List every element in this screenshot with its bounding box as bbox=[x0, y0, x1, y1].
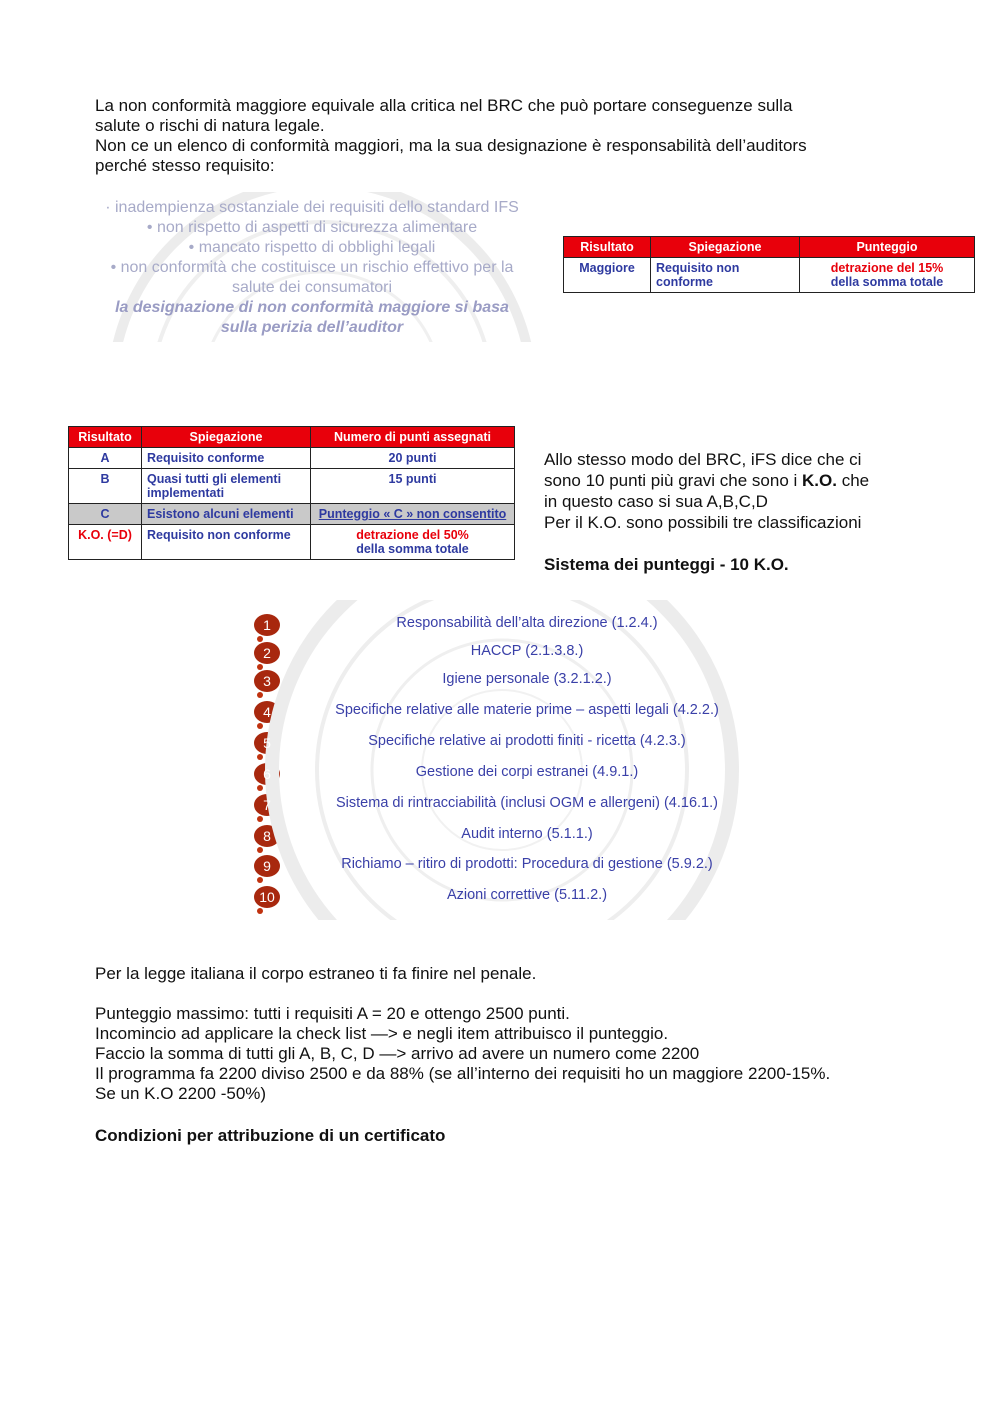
side-text-fragment: che bbox=[836, 471, 870, 490]
header-punteggio: Punteggio bbox=[800, 237, 975, 258]
cell-punti bbox=[311, 525, 515, 560]
bullet-item: · inadempienza sostanziale dei requisiti dello standard IFS bbox=[105, 199, 519, 216]
table-row bbox=[69, 504, 515, 525]
body-line: Punteggio massimo: tutti i requisiti A = 20 e ottengo 2500 punti. bbox=[95, 1004, 570, 1023]
header-spiegazione: Spiegazione bbox=[651, 237, 800, 258]
side-line: Per il K.O. sono possibili tre classificazioni bbox=[544, 513, 862, 532]
spacer bbox=[95, 984, 955, 1004]
ko-label: Specifiche relative alle materie prime – aspetti legali (4.2.2.) bbox=[335, 702, 719, 718]
body-line: Faccio la somma di tutti gli A, B, C, D —> arrivo ad avere un numero come 2200 bbox=[95, 1044, 700, 1063]
bottom-paragraph bbox=[95, 964, 955, 1146]
cell-spiegazione: Quasi tutti gli elementi implementati bbox=[142, 469, 311, 504]
bullet-item: • mancato rispetto di obblighi legali bbox=[188, 239, 436, 256]
body-line: Incomincio ad applicare la check list —> e negli item attribuisco il punteggio. bbox=[95, 1024, 669, 1043]
table-header-row bbox=[69, 427, 515, 448]
table-row bbox=[564, 258, 975, 293]
ko-number: 4 bbox=[263, 704, 271, 720]
ko-label: Richiamo – ritiro di prodotti: Procedura di gestione (5.9.2.) bbox=[341, 856, 713, 872]
list-item bbox=[252, 730, 762, 754]
cell-punti: 20 punti bbox=[311, 448, 515, 469]
cell-spiegazione: Requisito conforme bbox=[142, 448, 311, 469]
ko-term: K.O. bbox=[802, 471, 837, 490]
intro-line: perché stesso requisito: bbox=[95, 156, 275, 175]
list-item bbox=[252, 853, 762, 877]
list-item bbox=[252, 699, 762, 723]
ko-number: 3 bbox=[263, 673, 271, 689]
scores-table bbox=[68, 426, 515, 560]
side-text-fragment: sono 10 punti più gravi che sono i bbox=[544, 471, 803, 490]
table-row bbox=[69, 448, 515, 469]
list-item bbox=[252, 761, 762, 785]
ko-number-badge bbox=[254, 642, 280, 664]
punti-deduction: detrazione del 50% bbox=[356, 528, 469, 542]
list-item bbox=[252, 823, 762, 847]
header-risultato: Risultato bbox=[69, 427, 142, 448]
header-spiegazione: Spiegazione bbox=[142, 427, 311, 448]
list-item bbox=[252, 612, 762, 636]
ko-number: 7 bbox=[263, 797, 271, 813]
punteggio-deduction: detrazione del 15% bbox=[830, 261, 944, 275]
major-nc-bullet-list bbox=[92, 198, 532, 338]
ko-number-badge bbox=[254, 614, 280, 636]
cell-risultato: B bbox=[69, 469, 142, 504]
ko-label: Azioni correttive (5.11.2.) bbox=[446, 887, 608, 903]
ko-number-badge bbox=[254, 732, 280, 754]
ko-number: 8 bbox=[263, 828, 271, 844]
ko-number-badge bbox=[254, 886, 280, 908]
ko-label: Gestione dei corpi estranei (4.9.1.) bbox=[415, 764, 639, 780]
header-punti: Numero di punti assegnati bbox=[311, 427, 515, 448]
body-line: Il programma fa 2200 diviso 2500 e da 88% (se all’interno dei requisiti ho un maggiore 2200-15%. bbox=[95, 1064, 831, 1083]
ko-label: Audit interno (5.1.1.) bbox=[461, 826, 593, 842]
list-item bbox=[252, 792, 762, 816]
ko-heading: Sistema dei punteggi - 10 K.O. bbox=[544, 555, 789, 574]
ko-number: 5 bbox=[263, 735, 271, 751]
cell-punteggio bbox=[800, 258, 975, 293]
table-row bbox=[69, 525, 515, 560]
punteggio-basis: della somma totale bbox=[830, 275, 944, 289]
intro-line: La non conformità maggiore equivale alla critica nel BRC che può portare conseguenze sulla bbox=[95, 96, 793, 115]
intro-line: salute o rischi di natura legale. bbox=[95, 116, 325, 135]
list-item bbox=[252, 884, 762, 908]
ko-number-badge bbox=[254, 670, 280, 692]
ko-number-badge bbox=[254, 855, 280, 877]
spacer bbox=[544, 533, 924, 554]
ko-number-badge bbox=[254, 825, 280, 847]
spacer bbox=[95, 1104, 955, 1126]
ko-number: 10 bbox=[259, 889, 275, 905]
bullet-item-continued: salute dei consumatori bbox=[231, 279, 393, 296]
bullet-item: • non rispetto di aspetti di sicurezza alimentare bbox=[146, 219, 478, 236]
bullet-emphasis: sulla perizia dell’auditor bbox=[220, 319, 404, 336]
list-item bbox=[252, 640, 762, 664]
bullet-emphasis: la designazione di non conformità maggiore si basa bbox=[115, 299, 509, 316]
cell-risultato: A bbox=[69, 448, 142, 469]
major-nc-table bbox=[563, 236, 975, 293]
ko-number: 2 bbox=[263, 645, 271, 661]
list-item bbox=[252, 668, 762, 692]
cell-risultato: K.O. (=D) bbox=[69, 525, 142, 560]
side-line: Allo stesso modo del BRC, iFS dice che ci bbox=[544, 450, 862, 469]
ko-label: Specifiche relative ai prodotti finiti - ricetta (4.2.3.) bbox=[368, 733, 686, 749]
intro-line: Non ce un elenco di conformità maggiori, ma la sua designazione è responsabilità dell’auditors bbox=[95, 136, 807, 155]
table-header-row bbox=[564, 237, 975, 258]
ko-number-badge bbox=[254, 763, 280, 785]
cell-spiegazione: Esistono alcuni elementi bbox=[142, 504, 311, 525]
ko-label: Igiene personale (3.2.1.2.) bbox=[442, 671, 612, 687]
ko-label: HACCP (2.1.3.8.) bbox=[470, 643, 584, 659]
ko-number: 6 bbox=[263, 766, 271, 782]
ko-number-badge bbox=[254, 701, 280, 723]
ko-label: Sistema di rintracciabilità (inclusi OGM e allergeni) (4.16.1.) bbox=[336, 795, 718, 811]
ko-side-text bbox=[544, 449, 924, 575]
body-line: Per la legge italiana il corpo estraneo ti fa finire nel penale. bbox=[95, 964, 537, 983]
bullet-item: • non conformità che costituisce un rischio effettivo per la bbox=[110, 259, 514, 276]
ko-number-badge bbox=[254, 794, 280, 816]
punti-basis: della somma totale bbox=[356, 542, 469, 556]
cell-risultato: C bbox=[69, 504, 142, 525]
section-heading: Condizioni per attribuzione di un certificato bbox=[95, 1126, 446, 1145]
ko-number: 1 bbox=[263, 617, 271, 633]
cell-punti: 15 punti bbox=[311, 469, 515, 504]
header-risultato: Risultato bbox=[564, 237, 651, 258]
cell-risultato: Maggiore bbox=[564, 258, 651, 293]
side-line bbox=[544, 470, 924, 491]
ko-label: Responsabilità dell’alta direzione (1.2.4.) bbox=[396, 615, 658, 631]
cell-punti: Punteggio « C » non consentito bbox=[311, 504, 515, 525]
intro-paragraph bbox=[95, 96, 925, 176]
cell-spiegazione: Requisito non conforme bbox=[142, 525, 311, 560]
ko-number: 9 bbox=[263, 858, 271, 874]
cell-spiegazione: Requisito non conforme bbox=[651, 258, 800, 293]
side-line: in questo caso si sua A,B,C,D bbox=[544, 492, 768, 511]
body-line: Se un K.O 2200 -50%) bbox=[95, 1084, 267, 1103]
table-row bbox=[69, 469, 515, 504]
